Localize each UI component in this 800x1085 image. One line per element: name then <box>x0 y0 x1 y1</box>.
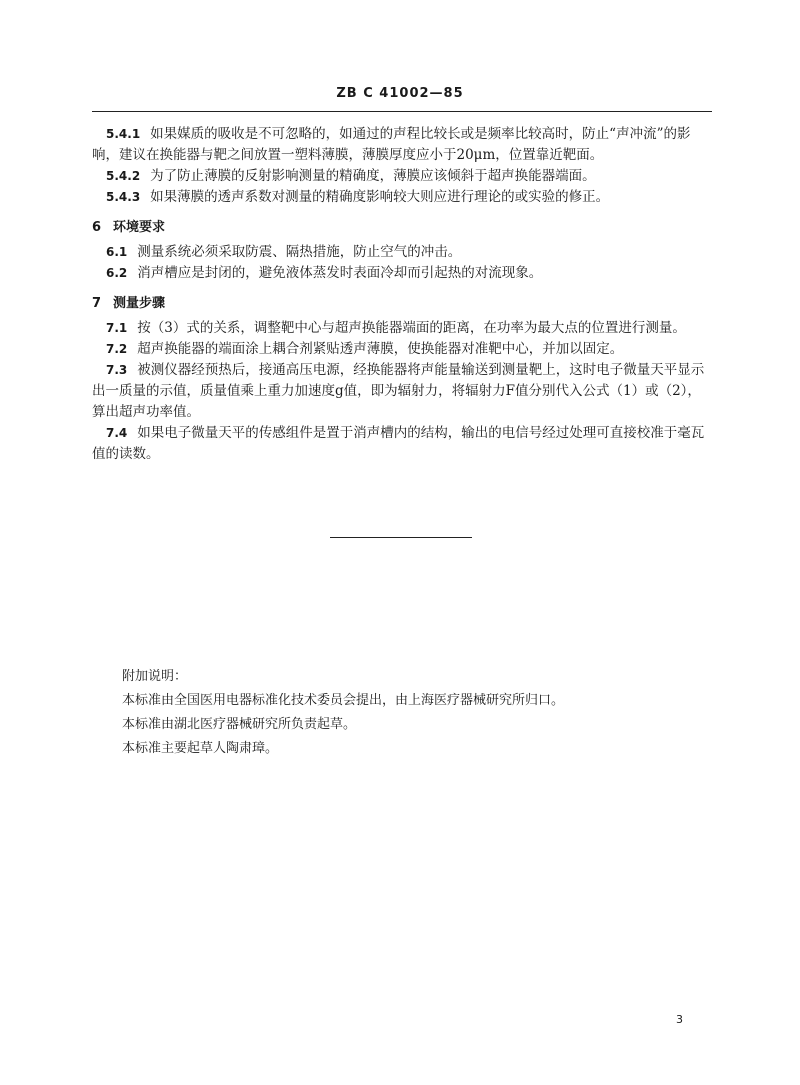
section-number: 7 <box>92 296 102 311</box>
clause-number: 5.4.3 <box>106 190 141 204</box>
document-code: ZB C 41002—85 <box>336 86 464 101</box>
section-number: 6 <box>92 220 102 235</box>
clause-text: 按（3）式的关系，调整靶中心与超声换能器端面的距离，在功率为最大点的位置进行测量。 <box>137 320 686 336</box>
header-divider <box>92 111 712 112</box>
clause-7-2 <box>92 339 712 360</box>
clause-7-1 <box>92 318 712 339</box>
clause-number: 6.2 <box>106 266 128 280</box>
clause-text: 超声换能器的端面涂上耦合剂紧贴透声薄膜，使换能器对准靶中心，并加以固定。 <box>137 341 624 357</box>
clause-text: 被测仪器经预热后，接通高压电源，经换能器将声能量输送到测量靶上，这时电子微量天平显示出一质量的示值，质量值乘上重力加速度g值，即为辐射力，将辐射力F值分别代入公式（1）或（2），算出超声功率值。 <box>92 362 705 420</box>
clause-5-4-3 <box>92 187 712 208</box>
clause-text: 如果薄膜的透声系数对测量的精确度影响较大则应进行理论的或实验的修正。 <box>150 189 610 205</box>
clause-7-3 <box>92 360 712 423</box>
clause-text: 测量系统必须采取防震、隔热措施，防止空气的冲击。 <box>137 244 462 260</box>
notes-title: 附加说明： <box>122 669 188 684</box>
clause-7-4 <box>92 423 712 465</box>
end-of-text-divider <box>330 537 472 538</box>
section-heading-6 <box>92 217 712 238</box>
clause-number: 7.3 <box>106 363 128 377</box>
clause-text: 为了防止薄膜的反射影响测量的精确度，薄膜应该倾斜于超声换能器端面。 <box>150 168 596 184</box>
clause-number: 5.4.2 <box>106 169 141 183</box>
clause-text: 如果媒质的吸收是不可忽略的，如通过的声程比较长或是频率比较高时，防止“声冲流”的影响，建议在换能器与靶之间放置一塑料薄膜，薄膜厚度应小于20μm，位置靠近靶面。 <box>92 126 691 163</box>
clause-6-2 <box>92 263 712 284</box>
section-heading-7 <box>92 293 712 314</box>
clause-5-4-2 <box>92 166 712 187</box>
clause-number: 6.1 <box>106 245 128 259</box>
notes-line: 本标准主要起草人陶肃璋。 <box>122 741 279 756</box>
clause-6-1 <box>92 242 712 263</box>
clause-number: 7.2 <box>106 342 128 356</box>
page-number: 3 <box>676 1013 683 1026</box>
clause-number: 7.4 <box>106 426 128 440</box>
section-title: 环境要求 <box>113 220 166 235</box>
clause-number: 7.1 <box>106 321 128 335</box>
clause-5-4-1 <box>92 124 712 166</box>
clause-text: 消声槽应是封闭的，避免液体蒸发时表面冷却而引起热的对流现象。 <box>137 265 543 281</box>
notes-line: 本标准由湖北医疗器械研究所负责起草。 <box>122 717 357 732</box>
clause-number: 5.4.1 <box>106 127 141 141</box>
additional-notes <box>122 665 564 761</box>
clause-text: 如果电子微量天平的传感组件是置于消声槽内的结构，输出的电信号经过处理可直接校准于毫瓦值的读数。 <box>92 425 705 462</box>
section-title: 测量步骤 <box>113 296 166 311</box>
body-text <box>92 124 712 465</box>
notes-line: 本标准由全国医用电器标准化技术委员会提出，由上海医疗器械研究所归口。 <box>122 693 565 708</box>
